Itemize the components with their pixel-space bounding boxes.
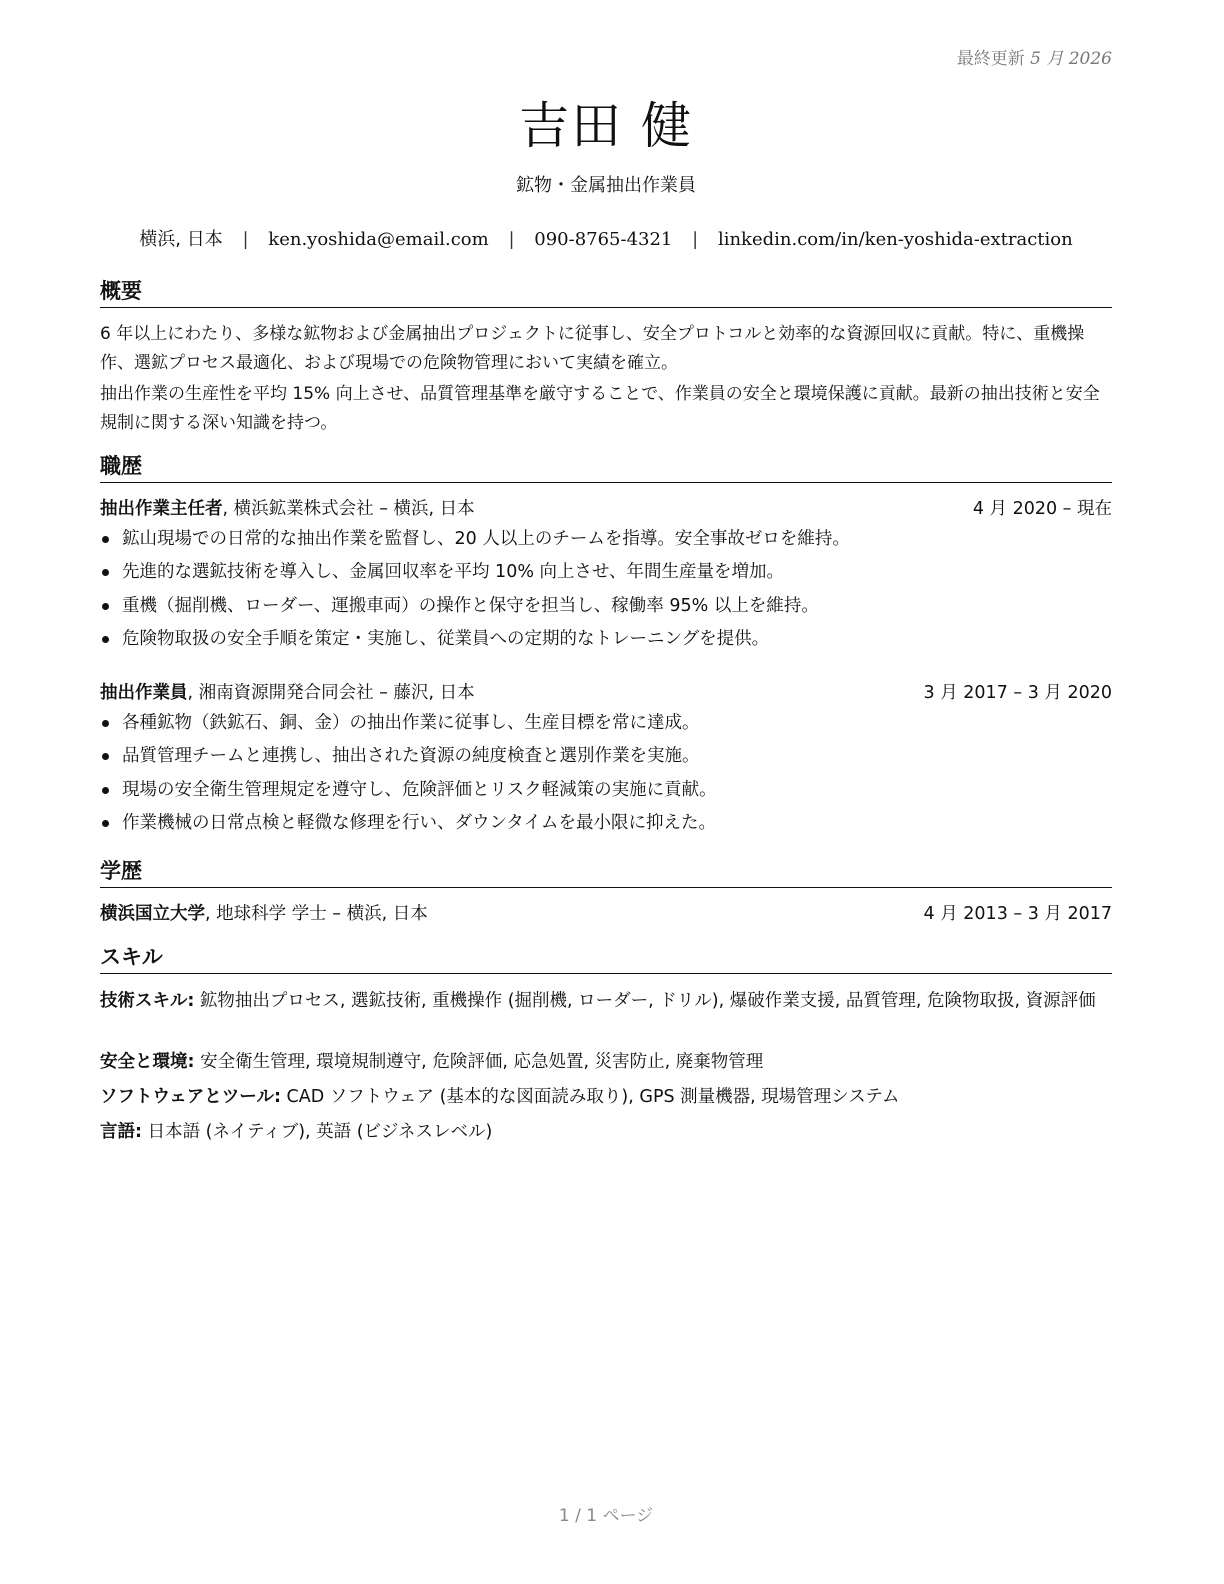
skill-label: 言語: [100,1122,142,1142]
education-school: 横浜国立大学 [100,904,205,924]
job-dates: 4 月 2020 – 現在 [972,499,1112,519]
skill-value: CAD ソフトウェア (基本的な図面読み取り), GPS 測量機器, 現場管理システム [280,1087,900,1107]
job-role: 抽出作業員 [100,683,188,703]
skill-value: 安全衛生管理, 環境規制遵守, 危険評価, 応急処置, 災害防止, 廃棄物管理 [194,1052,764,1072]
skill-line [100,1084,1112,1110]
skill-label: 技術スキル: [100,991,195,1011]
page-indicator: 1 / 1 ページ [558,1506,654,1526]
contact-separator: | [508,229,515,250]
last-updated [957,44,1112,69]
summary-paragraph: 抽出作業の生産性を平均 15% 向上させ、品質管理基準を厳守することで、作業員の安全と環境保護に貢献。最新の抽出技術と安全規制に関する深い知識を持つ。 [100,384,1100,433]
summary-paragraph: 6 年以上にわたり、多様な鉱物および金属抽出プロジェクトに従事し、安全プロトコルと効率的な資源回収に貢献。特に、重機操作、選鉱プロセス最適化、および現場での危険物管理において実績を確立。 [100,324,1085,373]
contact-location: 横浜, 日本 [139,229,223,250]
job-bullets [100,707,1112,840]
job-bullet: 重機（掘削機、ローダー、運搬車両）の操作と保守を担当し、稼働率 95% 以上を維持。 [100,590,1112,623]
job-company: , 横浜鉱業株式会社 – 横浜, 日本 [222,499,475,519]
candidate-name: 吉田 健 [519,97,693,155]
job-bullet: 鉱山現場での日常的な抽出作業を監督し、20 人以上のチームを指導。安全事故ゼロを維持。 [100,523,1112,556]
education-dates: 4 月 2013 – 3 月 2017 [923,904,1112,924]
contact-linkedin-link[interactable]: linkedin.com/in/ken-yoshida-extraction [717,229,1073,250]
job-bullet: 現場の安全衛生管理規定を遵守し、危険評価とリスク軽減策の実施に貢献。 [100,774,1112,807]
contact-email-link[interactable]: ken.yoshida@email.com [268,229,489,250]
section-heading-skills: スキル [100,943,1112,974]
skill-line [100,1119,1112,1145]
last-updated-date: 5 月 2026 [1030,49,1112,69]
section-heading-education: 学歴 [100,857,1112,888]
job-bullets [100,523,1112,656]
education-entry [100,901,1112,927]
skill-label: ソフトウェアとツール: [100,1087,281,1107]
contact-phone: 090-8765-4321 [534,229,673,250]
contact-separator: | [692,229,699,250]
job-bullet: 作業機械の日常点検と軽微な修理を行い、ダウンタイムを最小限に抑えた。 [100,807,1112,840]
job-header [100,496,1112,522]
job-bullet: 先進的な選鉱技術を導入し、金属回収率を平均 10% 向上させ、年間生産量を増加。 [100,556,1112,589]
resume-page [100,0,1112,1584]
skill-value: 日本語 (ネイティブ), 英語 (ビジネスレベル) [142,1122,493,1142]
job-header [100,680,1112,706]
skill-value: 鉱物抽出プロセス, 選鉱技術, 重機操作 (掘削機, ローダー, ドリル), 爆破作業支援, 品質管理, 危険物取扱, 資源評価 [194,991,1096,1011]
education-detail: , 地球科学 学士 – 横浜, 日本 [205,904,428,924]
last-updated-label: 最終更新 [956,49,1025,69]
job-company: , 湘南資源開発合同会社 – 藤沢, 日本 [187,683,475,703]
job-dates: 3 月 2017 – 3 月 2020 [923,683,1112,703]
candidate-title: 鉱物・金属抽出作業員 [516,175,696,196]
section-heading-experience: 職歴 [100,452,1112,483]
job-bullet: 品質管理チームと連携し、抽出された資源の純度検査と選別作業を実施。 [100,740,1112,773]
skill-line [100,1049,1112,1075]
contact-separator: | [242,229,249,250]
job-bullet: 各種鉱物（鉄鉱石、銅、金）の抽出作業に従事し、生産目標を常に達成。 [100,707,1112,740]
section-heading-summary: 概要 [100,277,1112,308]
job-bullet: 危険物取扱の安全手順を策定・実施し、従業員への定期的なトレーニングを提供。 [100,623,1112,656]
skill-line [100,988,1112,1014]
contact-line [100,225,1112,251]
job-role: 抽出作業主任者 [100,499,223,519]
skill-label: 安全と環境: [100,1052,195,1072]
